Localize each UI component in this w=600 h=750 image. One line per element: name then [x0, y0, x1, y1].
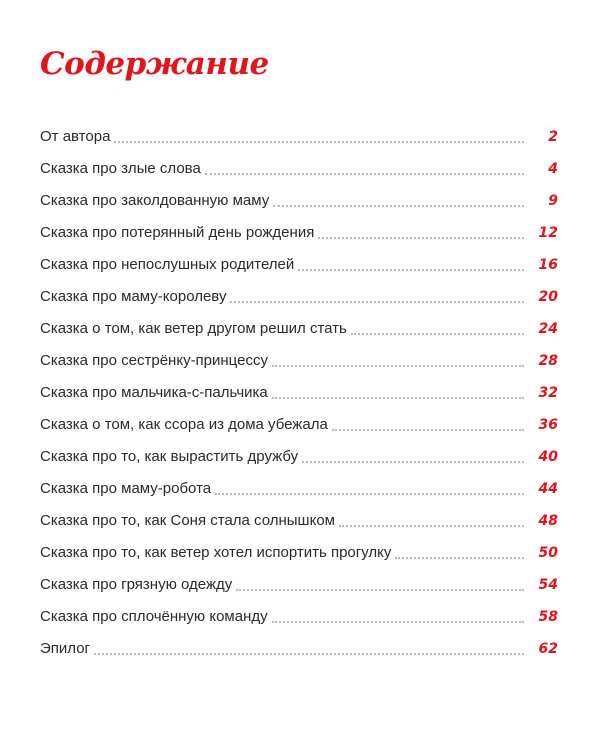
toc-entry-page-number: 28 [538, 353, 558, 369]
toc-entry-title: Сказка про потерянный день рождения [40, 224, 315, 241]
toc-entry [40, 277, 558, 309]
toc-entry-page-number: 4 [548, 161, 558, 177]
toc-entry-page-number: 9 [548, 193, 558, 209]
toc-entry-page-number: 32 [538, 385, 558, 401]
dot-leader [205, 173, 524, 175]
dot-leader [273, 205, 524, 207]
toc-entry-page-number: 50 [538, 545, 558, 561]
dot-leader [339, 525, 524, 527]
toc-entry-page-number: 16 [538, 257, 558, 273]
toc-entry-page-number: 44 [538, 481, 558, 497]
toc-entry-title: Сказка про злые слова [40, 160, 201, 177]
toc-entry-title: От автора [40, 128, 111, 145]
dot-leader [272, 365, 524, 367]
dot-leader [230, 301, 524, 303]
toc-entry-page-number: 40 [538, 449, 558, 465]
toc-entry-title: Сказка про маму-королеву [40, 288, 227, 305]
toc-entry-page-number: 48 [538, 513, 558, 529]
toc-entry [40, 309, 558, 341]
toc-entry-page-number: 20 [538, 289, 558, 305]
toc-entry [40, 149, 558, 181]
table-of-contents [40, 117, 558, 661]
dot-leader [318, 237, 524, 239]
toc-entry [40, 501, 558, 533]
toc-entry-title: Сказка про мальчика-с-пальчика [40, 384, 268, 401]
page-title: Содержание [40, 46, 269, 82]
toc-entry-title: Сказка про непослушных родителей [40, 256, 295, 273]
toc-entry-title: Эпилог [40, 640, 91, 657]
toc-entry-page-number: 36 [538, 417, 558, 433]
dot-leader [272, 397, 524, 399]
toc-entry-title: Сказка про маму-робота [40, 480, 212, 497]
toc-entry-title: Сказка о том, как ссора из дома убежала [40, 416, 328, 433]
toc-entry-page-number: 2 [548, 129, 558, 145]
toc-entry [40, 437, 558, 469]
toc-entry-page-number: 24 [538, 321, 558, 337]
dot-leader [302, 461, 524, 463]
dot-leader [236, 589, 524, 591]
toc-entry-title: Сказка о том, как ветер другом решил стать [40, 320, 347, 337]
toc-entry-title: Сказка про грязную одежду [40, 576, 233, 593]
toc-entry-title: Сказка про то, как вырастить дружбу [40, 448, 299, 465]
dot-leader [272, 621, 524, 623]
toc-entry-title: Сказка про то, как Соня стала солнышком [40, 512, 335, 529]
toc-entry [40, 245, 558, 277]
dot-leader [395, 557, 524, 559]
toc-entry [40, 597, 558, 629]
toc-entry-page-number: 62 [538, 641, 558, 657]
toc-entry [40, 533, 558, 565]
toc-entry-title: Сказка про заколдованную маму [40, 192, 270, 209]
toc-entry [40, 213, 558, 245]
toc-entry [40, 405, 558, 437]
toc-entry [40, 117, 558, 149]
toc-entry [40, 565, 558, 597]
toc-entry-title: Сказка про то, как ветер хотел испортить прогулку [40, 544, 392, 561]
toc-entry-title: Сказка про сплочённую команду [40, 608, 268, 625]
dot-leader [332, 429, 524, 431]
toc-entry-title: Сказка про сестрёнку-принцессу [40, 352, 268, 369]
toc-entry [40, 341, 558, 373]
toc-entry-page-number: 12 [538, 225, 558, 241]
dot-leader [114, 141, 524, 143]
toc-entry [40, 181, 558, 213]
toc-entry-page-number: 54 [538, 577, 558, 593]
dot-leader [94, 653, 524, 655]
toc-entry [40, 373, 558, 405]
dot-leader [298, 269, 524, 271]
dot-leader [215, 493, 524, 495]
toc-entry-page-number: 58 [538, 609, 558, 625]
toc-entry [40, 629, 558, 661]
toc-entry [40, 469, 558, 501]
dot-leader [351, 333, 524, 335]
